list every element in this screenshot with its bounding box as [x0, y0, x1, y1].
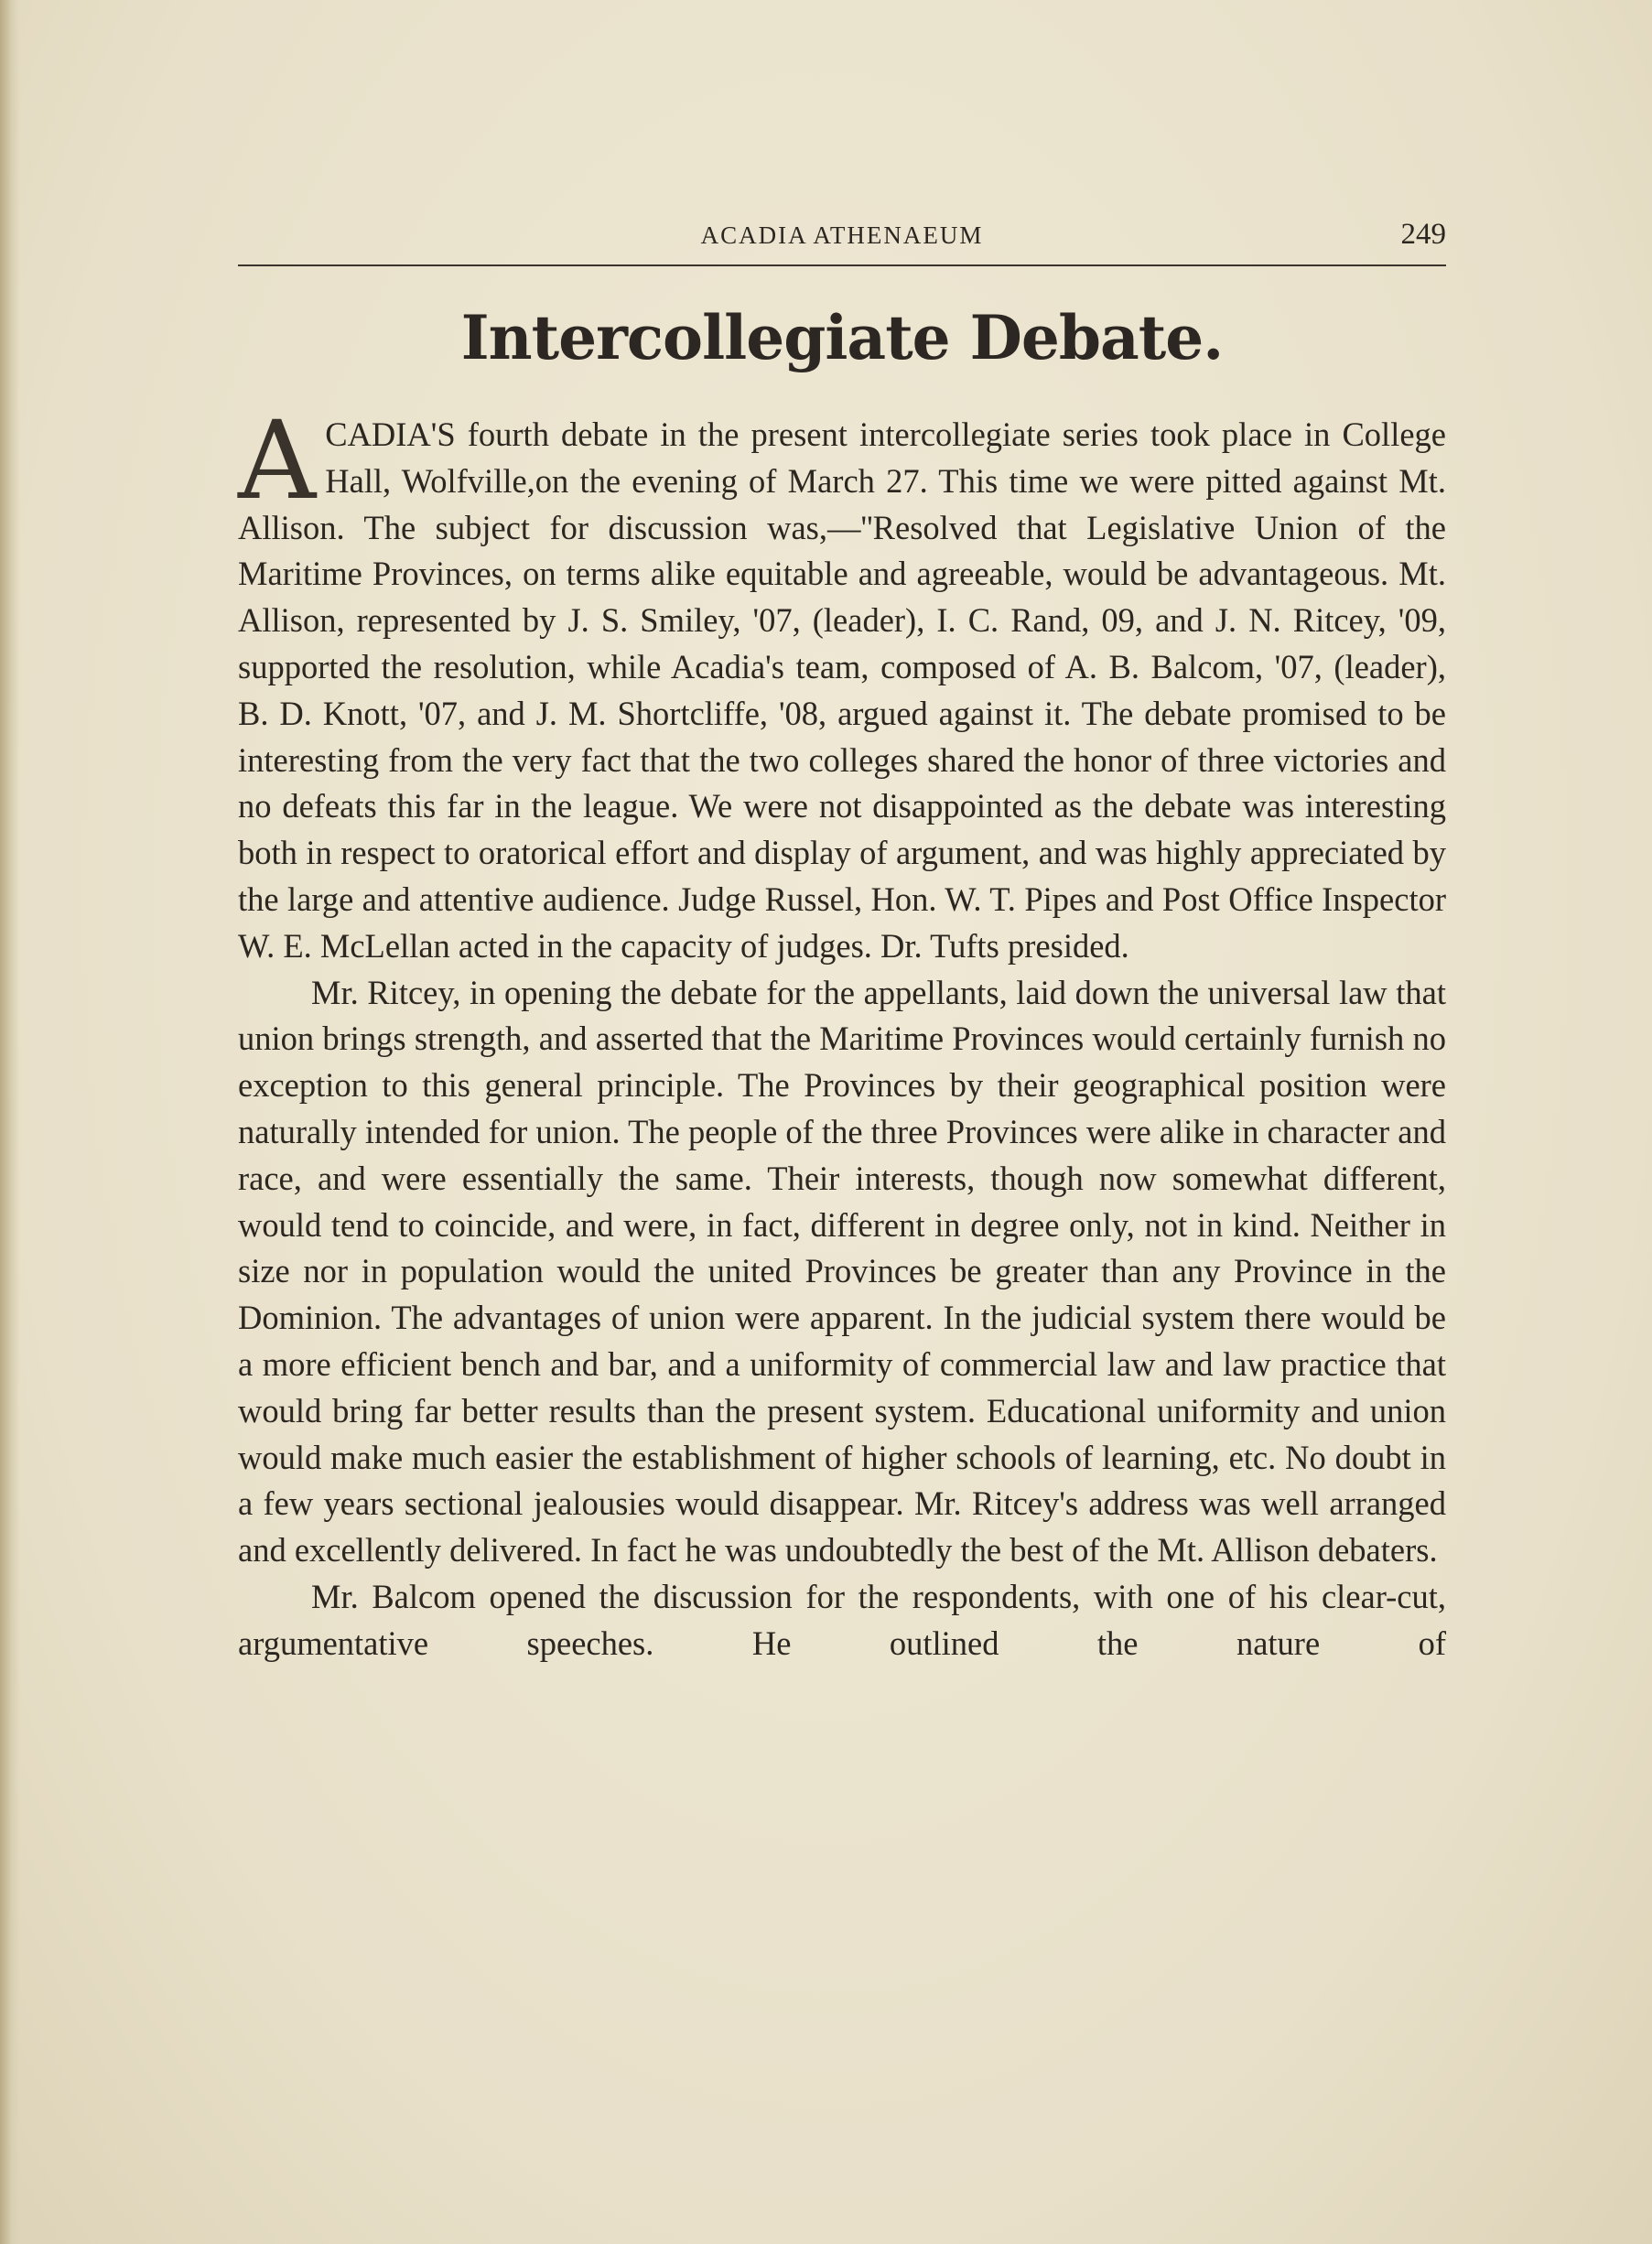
- article-title: Intercollegiate Debate.: [460, 302, 1224, 373]
- article-body: [238, 397, 1446, 1667]
- page-number: 249: [1400, 218, 1446, 251]
- header-rule: [238, 264, 1446, 266]
- paragraph-1: [238, 397, 1446, 970]
- running-title: ACADIA ATHENAEUM: [700, 221, 984, 249]
- paragraph-2: Mr. Ritcey, in opening the debate for the appellants, laid down the universal law that union brings strength, and asserted that the Maritime Provinces would certainly furnish no exception to this general principle. The Provinces by their geographical position were naturally intended for union. The people of the three Provinces were alike in character and race, and were essentially the same. Their interests, though now somewhat different, would tend to coincide, and were, in fact, different in degree only, not in kind. Neither in size nor in population would the united Provinces be greater than any Province in the Dominion. The advantages of union were apparent. In the judicial system there would be a more efficient bench and bar, and a uniformity of commercial law and law practice that would bring far better results than the present system. Educational uniformity and union would make much easier the establishment of higher schools of learning, etc. No doubt in a few years sectional jealousies would disappear. Mr. Ritcey's address was well arranged and excellently delivered. In fact he was undoubtedly the best of the Mt. Allison debaters.: [238, 973, 1446, 1570]
- page-binding-edge: [0, 0, 20, 2244]
- paragraph-1-text: CADIA'S fourth debate in the present intercollegiate series took place in College Hall, Wolfville,on the evening of March 27. This time we were pitted against Mt. Allison. The subject for discussion was,—''Resolved that Legislative Union of the Maritime Provinces, on terms alike equitable and agreeable, would be advantageous. Mt. Allison, represented by J. S. Smiley, '07, (leader), I. C. Rand, 09, and J. N. Ritcey, '09, supported the resolution, while Acadia's team, composed of A. B. Balcom, '07, (leader), B. D. Knott, '07, and J. M. Shortcliffe, '08, argued against it. The debate promised to be interesting from the very fact that the two colleges shared the honor of three victories and no defeats this far in the league. We were not disappointed as the debate was interesting both in respect to oratorical effort and display of argument, and was highly appreciated by the large and attentive audience. Judge Russel, Hon. W. T. Pipes and Post Office Inspector W. E. McLellan acted in the capacity of judges. Dr. Tufts presided.: [238, 415, 1446, 965]
- running-header: [238, 216, 1446, 262]
- drop-cap: A: [238, 397, 317, 523]
- paragraph-3: Mr. Balcom opened the discussion for the respondents, with one of his clear-cut, argumentative speeches. He outlined the nature of: [238, 1577, 1446, 1662]
